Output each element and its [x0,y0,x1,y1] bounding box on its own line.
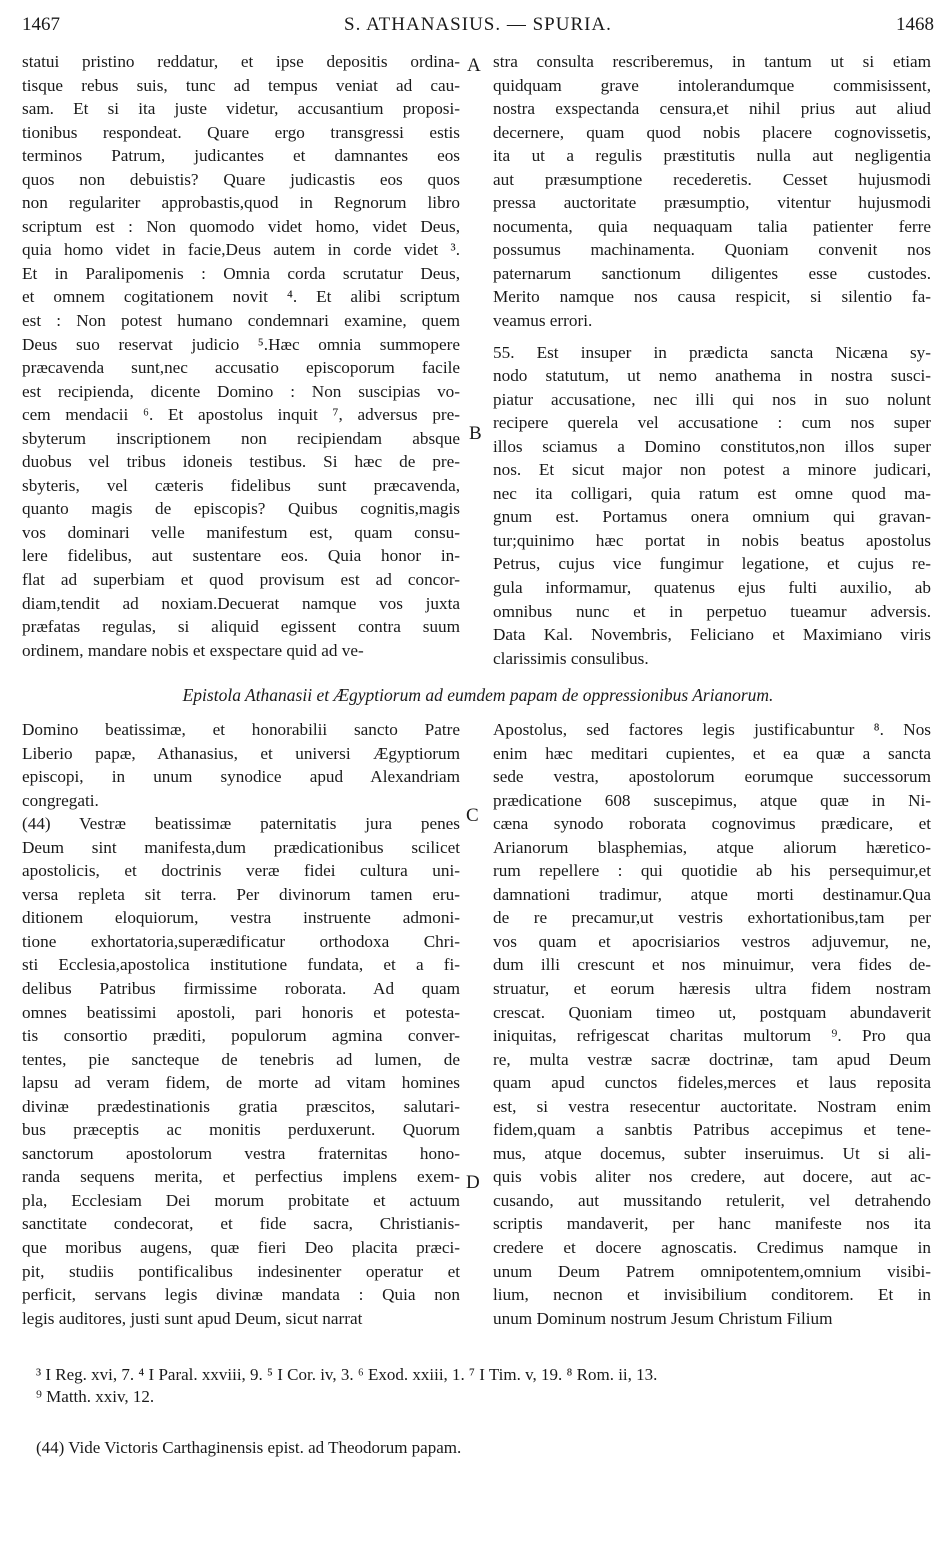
text-line: Apostolus, sed factores legis justificabuntur ⁸. Nos [493,720,931,739]
page-number-left: 1467 [22,14,60,35]
text-line: paternarum sanctionum diligentes esse custodes. [493,263,931,283]
text-line: tione exhortatoria,superædificatur orthodoxa Chri- [22,931,460,951]
text-line: illos sciamus a Domino constitutos,non illos super [493,436,931,456]
text-line: quidquam grave intolerandumque commisissent, [493,75,931,95]
text-line: omnes beatissimi apostoli, pari honoris et potesta- [22,1002,460,1022]
text-line: legis auditores, justi sunt apud Deum, sicut narrat [22,1308,363,1328]
text-line: gnum est. Portamus onera omnium qui gravan- [493,507,931,527]
text-line: veamus errori. [493,311,593,331]
right-column-top [493,50,931,670]
text-line: sanctorum apostolorum vestra fraternitas hono- [22,1143,460,1163]
text-line: tionibus respondeat. Quare ergo transgressi estis [22,122,460,142]
text-line: crescat. Quoniam timeo ut, postquam abundaverit [493,1002,931,1022]
text-line: damnationi tradimur, atque morti destinamur.Qua [493,884,931,904]
text-line: iniquitas, refrigescat charitas multorum ⁹. Pro qua [493,1026,931,1046]
text-line: flat ad superbiam et quod provisum est ad concor- [22,570,460,590]
text-line: quis vobis aliter nos credere, aut docere, aut ac- [493,1167,931,1187]
margin-marker-a: A [467,55,481,76]
page-number-right: 1468 [896,14,934,35]
text-line: nec ita colligari, quia ratum est omne quod ma- [493,483,931,503]
text-line: randa sequens merita, et perfectius implens exem- [22,1167,460,1187]
text-line: quam apud cunctos fideles,merces et laus reposita [493,1073,931,1093]
text-line: episcopi, in unum synodice apud Alexandriam [22,767,460,787]
text-line: quos non debuistis? Quare judicastis eos quos [22,169,460,189]
text-line: perficit, servans legis divinæ mandata : Quia non [22,1285,460,1305]
text-line: rum repellere : qui quotidie ab his persequimur,et [493,861,931,881]
text-line: est, si vestra resecentur auctoritate. Nostram enim [493,1096,931,1116]
text-line: tis consortio præditi, populorum agmina conver- [22,1026,460,1046]
text-line: vos quam et apocrisiarios vestros adjuvemur, ne, [493,931,931,951]
footnote-references-continued: ⁹ Matth. xxiv, 12. [36,1387,155,1406]
left-column-bottom [22,718,460,1330]
text-line: omnibus nunc et in perpetuo tueamur adversis. [493,601,931,621]
text-line: gula informamur, quatenus ejus fulti auxilio, ab [493,578,931,598]
text-line: nos. Et sicut major non potest a minore judicari, [493,460,931,480]
text-line: mus, atque docemus, subter inseruimus. Ut si ali- [493,1143,931,1163]
text-line: ordinem, mandare nobis et exspectare quid ad ve- [22,640,364,660]
text-line: cusando, aut mussitando retulerit, vel detrahendo [493,1190,931,1210]
text-line: enim hæc meditari cupientes, et ea quæ a sancta [493,743,931,763]
text-line: pressa auctoritate præsumptio, vitentur hujusmodi [493,193,931,213]
margin-marker-b: B [469,423,482,444]
editor-note: (44) Vide Victoris Carthaginensis epist. ad Theodorum papam. [36,1438,462,1457]
text-line: lapsu ad veram fidem, de morte ad vitam homines [22,1073,460,1093]
text-line: ita ut a regulis præstitutis nulla aut negligentia [493,146,931,166]
text-line: divinæ prædestinationis gratia præscitos, salutari- [22,1096,460,1116]
text-line: sanctitate condecorat, et fide sacra, Christianis- [22,1214,460,1234]
text-line: præfatas regulas, si aliquid egissent contra suum [22,617,460,637]
text-line: de re precamur,ut vestris exhortationibus,tam per [493,908,931,928]
text-line: sbyterum inscriptionem non recipiendam absque [22,428,460,448]
text-line: Data Kal. Novembris, Feliciano et Maximiano viris [493,625,931,645]
text-line: pla, Ecclesiam Dei morum probitate et actuum [22,1190,460,1210]
text-line: et omnem cogitationem novit ⁴. Et alibi scriptum [22,287,460,307]
text-line: stra consulta rescriberemus, in tantum ut si etiam [493,52,931,71]
text-line: non regulariter approbastis,quod in Regnorum libro [22,193,460,213]
text-line: (44) Vestræ beatissimæ paternitatis jura penes [22,814,460,834]
text-line: que moribus augens, quæ fieri Deo placita præci- [22,1238,460,1258]
text-line: scriptum est : Non quomodo videt homo, videt Deus, [22,216,460,236]
text-line: lere fidelibus, aut sustentare eos. Quia honor in- [22,546,460,566]
text-line: prædicatione 608 suscepimus, atque quæ in Ni- [493,790,931,810]
running-title: S. ATHANASIUS. — SPURIA. [344,14,612,35]
text-line: sbyteris, vel cæteris fidelibus sunt præcavenda, [22,475,460,495]
text-line: tur;quinimo hæc portat in nobis beatus apostolus [493,530,931,550]
text-line: sam. Et si ita juste videtur, accusantium proposi- [22,99,460,119]
text-line: piatur accusatione, nec illi qui nos in suo nolunt [493,389,931,409]
text-line: Deus suo reservat judicio ⁵.Hæc omnia summopere [22,334,460,354]
footnote-references: ³ I Reg. xvi, 7. ⁴ I Paral. xxviii, 9. ⁵ I Cor. iv, 3. ⁶ Exod. xxiii, 1. ⁷ I Tim. v, 19. ⁸ Rom. ii, 13. [36,1365,658,1384]
text-line: unum Deum Patrem omnipotentem,omnium visibi- [493,1261,931,1281]
text-line: Arianorum blasphemias, atque aliorum hæretico- [493,837,931,857]
text-line: diam,tendit ad noxiam.Decuerat namque vos juxta [22,593,460,613]
margin-marker-c: C [466,805,479,826]
text-line: decernere, quam quod nobis placere cognovissetis, [493,122,931,142]
text-line: nostra exspectanda censura,et nihil prius aut aliud [493,99,931,119]
text-line: versa repleta sit terra. Per divinorum tamen eru- [22,884,460,904]
text-line: tentes, pie sancteque de tenebris ad lumen, de [22,1049,460,1069]
text-line: duobus vel tribus idoneis testibus. Si hæc de pre- [22,452,460,472]
left-column-top [22,50,460,662]
text-line: quanto magis de episcopis? Quibus cognitis,magis [22,499,460,519]
text-line: cem mendacii ⁶. Et apostolus inquit ⁷, adversus pre- [22,405,460,425]
text-line: 55. Est insuper in prædicta sancta Nicæna sy- [493,342,931,362]
text-line: pit, studiis pontificalibus indesinenter operatur et [22,1261,460,1281]
text-line: vos dominari velle manifestum est, quam consu- [22,522,460,542]
text-line: dum illi crescunt et nos minuimur, vera fides de- [493,955,931,975]
text-line: terminos Patrum, judicantes et damnantes eos [22,146,460,166]
epistle-title: Epistola Athanasii et Ægyptiorum ad eumdem papam de oppressionibus Arianorum. [182,685,774,705]
text-line: nocumenta, quia nequaquam talia patienter ferre [493,216,931,236]
text-line: bus præceptis ac monitis perduxerunt. Quorum [22,1120,460,1140]
text-line: Deum sint manifesta,dum prædicationibus scilicet [22,837,460,857]
text-line: Liberio papæ, Athanasius, et universi Ægyptiorum [22,743,460,763]
text-line: clarissimis consulibus. [493,648,649,668]
text-line: tisque rebus suis, tunc ad tempus veniat ad cau- [22,75,460,95]
text-line: recipere querela vel accusatione : cum nos super [493,413,931,433]
text-line: ditionem eloquiorum, vestra instruente admoni- [22,908,460,928]
text-line: Domino beatissimæ, et honorabilii sancto Patre [22,720,460,739]
text-line: quia homo videt in facie,Deus autem in corde videt ³. [22,240,460,260]
text-line: struatur, et eorum hæresis ultra fidem nostram [493,979,931,999]
text-line: statui pristino reddatur, et ipse depositis ordina- [22,52,460,71]
text-line: Et in Paralipomenis : Omnia corda scrutatur Deus, [22,263,460,283]
text-line: possumus machinamenta. Quoniam convenit nos [493,240,931,260]
text-line: apostolicis, et doctrinis veræ fidei cultura uni- [22,861,460,881]
text-line: delibus Patribus firmissime roborata. Ad quam [22,979,460,999]
text-line: credere et docere agnoscatis. Credimus namque in [493,1238,931,1258]
text-line: Petrus, cujus vice fungimur legatione, et cujus re- [493,554,931,574]
text-line: fidem,quam a sanbtis Patribus accepimus et tene- [493,1120,931,1140]
page-header [22,14,934,40]
text-line: scriptis mandaverit, per hanc manifeste nos ita [493,1214,931,1234]
text-line: præcavenda sunt,nec accusatio episcoporum facile [22,358,460,378]
right-column-bottom [493,718,931,1330]
text-line: sti Ecclesia,apostolica institutione fundata, et a fi- [22,955,460,975]
text-line: congregati. [22,790,99,810]
text-line: Merito namque nos causa respicit, si silentio fa- [493,287,931,307]
text-line: re, multa vestræ sacræ doctrinæ, tam apud Deum [493,1049,931,1069]
margin-marker-d: D [466,1172,480,1193]
text-line: est recipienda, dicente Domino : Non suscipias vo- [22,381,460,401]
text-line: nodo statutum, ut nemo anathema in nostra susci- [493,366,931,386]
text-line: sede vestra, apostolorum eorumque successorum [493,767,931,787]
text-line: cæna synodo roborata cognovimus prædicare, et [493,814,931,834]
text-line: aut præsumptione recederetis. Cesset hujusmodi [493,169,931,189]
text-line: lium, necnon et invisibilium conditorem. Et in [493,1285,931,1305]
text-line: unum Dominum nostrum Jesum Christum Filium [493,1308,833,1328]
text-line: est : Non potest humano condemnari examine, quem [22,311,460,331]
